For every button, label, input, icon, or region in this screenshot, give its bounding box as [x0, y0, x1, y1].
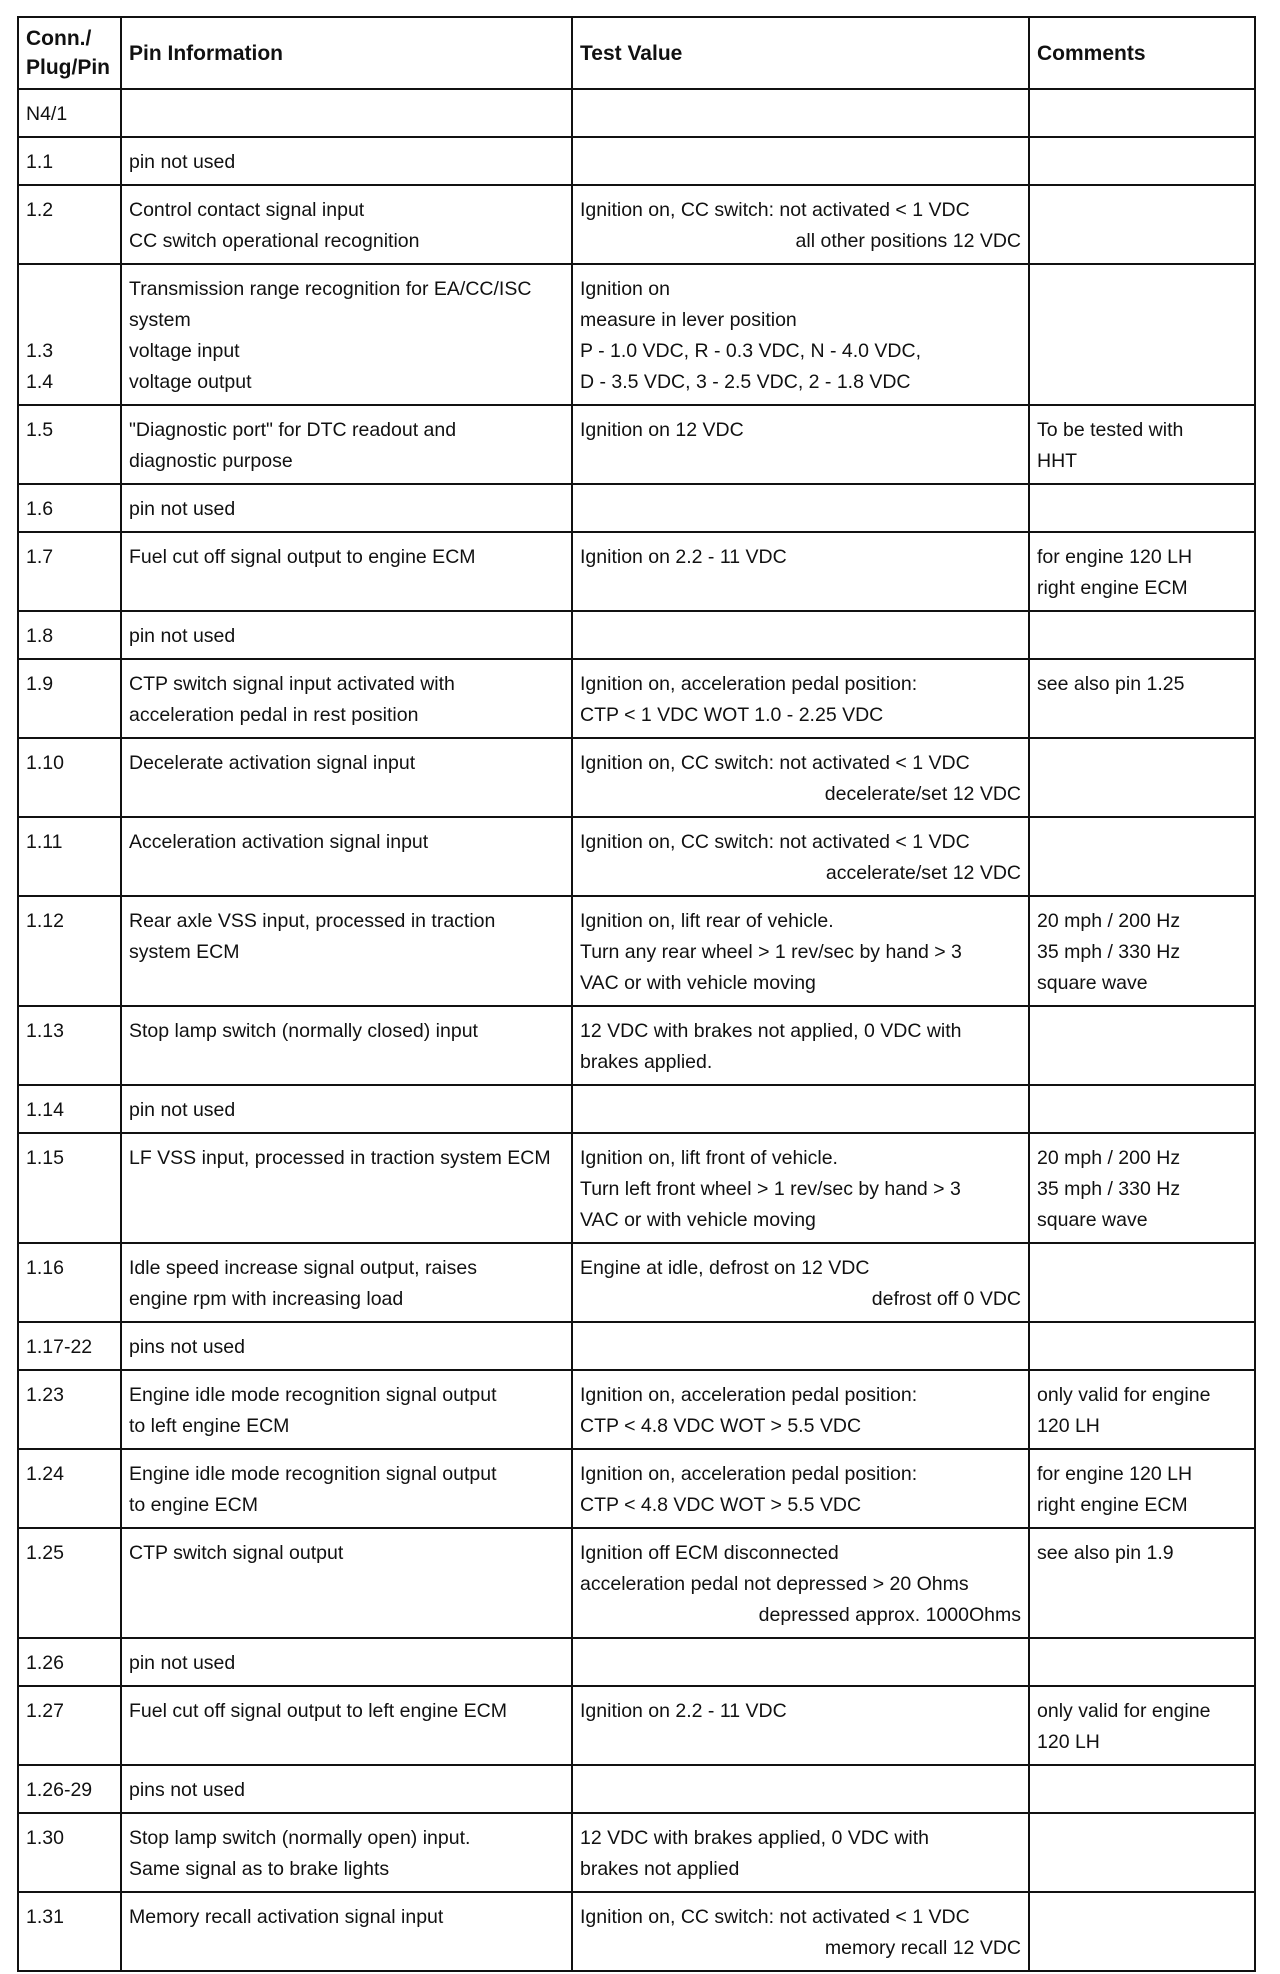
- pin-info-cell-line: CTP switch signal output: [129, 1542, 344, 1564]
- test-value-cell: [572, 1006, 1029, 1085]
- pin-info-cell-line: pin not used: [129, 1099, 236, 1121]
- comments-cell-line: 20 mph / 200 Hz: [1037, 910, 1181, 932]
- test-value-cell: [572, 1243, 1029, 1322]
- pin-cell: [18, 1085, 121, 1133]
- test-value-cell-line: VAC or with vehicle moving: [580, 1209, 816, 1231]
- test-value-cell-line: Ignition on, acceleration pedal position:: [580, 673, 918, 695]
- header-row: [18, 17, 1255, 89]
- table-row: [18, 1765, 1255, 1813]
- comments-cell: [1029, 264, 1255, 405]
- comments-cell-line: square wave: [1037, 972, 1148, 994]
- comments-cell-line: 35 mph / 330 Hz: [1037, 941, 1181, 963]
- pin-info-cell-line: "Diagnostic port" for DTC readout and: [129, 419, 457, 441]
- pin-info-cell-line: Engine idle mode recognition signal output: [129, 1463, 497, 1485]
- comments-cell: [1029, 532, 1255, 611]
- pin-info-cell-line: pins not used: [129, 1779, 246, 1801]
- test-value-cell-line: decelerate/set 12 VDC: [824, 783, 1021, 805]
- pin-info-cell-line: Stop lamp switch (normally open) input.: [129, 1827, 471, 1849]
- pin-info-cell-line: Transmission range recognition for EA/CC/ISC: [129, 278, 532, 300]
- comments-cell-line: right engine ECM: [1037, 1494, 1188, 1516]
- pin-cell-line: 1.6: [26, 498, 54, 520]
- test-value-cell: [572, 532, 1029, 611]
- table-row: [18, 1638, 1255, 1686]
- test-value-cell-line: Ignition on, lift rear of vehicle.: [580, 910, 834, 932]
- pin-info-cell-line: Fuel cut off signal output to engine ECM: [129, 546, 476, 568]
- pin-cell-line: 1.10: [26, 752, 64, 774]
- test-value-cell: [572, 1686, 1029, 1765]
- pin-info-cell: [121, 1243, 572, 1322]
- comments-cell: [1029, 1243, 1255, 1322]
- pin-cell-line: 1.9: [26, 673, 54, 695]
- pin-info-cell: [121, 264, 572, 405]
- pin-cell-line: [26, 305, 113, 336]
- pin-cell: [18, 1638, 121, 1686]
- comments-cell: [1029, 1133, 1255, 1243]
- pin-cell-line: 1.16: [26, 1257, 64, 1279]
- test-value-cell: [572, 1528, 1029, 1638]
- test-value-cell: [572, 1133, 1029, 1243]
- comments-cell-line: see also pin 1.9: [1037, 1542, 1174, 1564]
- comments-cell: [1029, 1006, 1255, 1085]
- comments-cell: [1029, 1085, 1255, 1133]
- pin-cell: [18, 659, 121, 738]
- table-row: [18, 405, 1255, 484]
- pin-info-cell: [121, 896, 572, 1006]
- table-row: [18, 185, 1255, 264]
- pin-cell: [18, 185, 121, 264]
- test-value-cell: [572, 817, 1029, 896]
- pin-info-cell: [121, 1085, 572, 1133]
- comments-cell: [1029, 1449, 1255, 1528]
- table-row: [18, 1892, 1255, 1971]
- pin-info-cell: [121, 405, 572, 484]
- pin-cell: [18, 264, 121, 405]
- test-value-cell: [572, 185, 1029, 264]
- test-value-cell: [572, 1638, 1029, 1686]
- pin-cell-line: 1.11: [26, 831, 63, 853]
- table-row: [18, 1686, 1255, 1765]
- test-value-cell: [572, 1765, 1029, 1813]
- comments-cell: [1029, 484, 1255, 532]
- pin-cell-line: [26, 274, 113, 305]
- pin-cell-line: 1.1: [26, 151, 54, 173]
- pin-cell-line: 1.26-29: [26, 1779, 93, 1801]
- test-value-cell-line: measure in lever position: [580, 309, 797, 331]
- pin-cell: [18, 1133, 121, 1243]
- test-value-cell-line: Ignition on, CC switch: not activated < 1 VDC: [580, 752, 970, 774]
- comments-cell: [1029, 611, 1255, 659]
- pin-info-cell: [121, 185, 572, 264]
- test-value-cell: [572, 264, 1029, 405]
- table-row: [18, 1449, 1255, 1528]
- test-value-cell-line: Turn any rear wheel > 1 rev/sec by hand > 3: [580, 941, 962, 963]
- comments-cell: [1029, 1322, 1255, 1370]
- pin-cell: [18, 738, 121, 817]
- test-value-cell-line: 12 VDC with brakes not applied, 0 VDC with: [580, 1020, 962, 1042]
- pin-cell-line: 1.31: [26, 1906, 64, 1928]
- pin-cell-line: 1.24: [26, 1463, 64, 1485]
- pin-info-cell-line: Decelerate activation signal input: [129, 752, 416, 774]
- table-row: [18, 89, 1255, 137]
- pin-info-cell-line: Acceleration activation signal input: [129, 831, 429, 853]
- pin-cell: [18, 1528, 121, 1638]
- pin-cell: [18, 1322, 121, 1370]
- test-value-cell-line: Ignition on: [580, 278, 670, 300]
- pin-info-cell: [121, 659, 572, 738]
- pin-cell-line: 1.23: [26, 1384, 64, 1406]
- pin-info-cell: [121, 484, 572, 532]
- pin-info-cell-line: CC switch operational recognition: [129, 230, 420, 252]
- pin-info-cell: [121, 738, 572, 817]
- test-value-cell-line: brakes applied.: [580, 1051, 713, 1073]
- test-value-cell: [572, 89, 1029, 137]
- pin-cell-line: 1.5: [26, 419, 54, 441]
- test-value-cell-line: defrost off 0 VDC: [871, 1288, 1021, 1310]
- pin-cell: [18, 405, 121, 484]
- comments-cell: [1029, 405, 1255, 484]
- test-value-cell-line: CTP < 1 VDC WOT 1.0 - 2.25 VDC: [580, 704, 884, 726]
- pin-cell: [18, 1243, 121, 1322]
- comments-cell-line: right engine ECM: [1037, 577, 1188, 599]
- test-value-cell-line: memory recall 12 VDC: [824, 1937, 1021, 1959]
- pin-cell: [18, 137, 121, 185]
- pin-cell-line: 1.14: [26, 1099, 64, 1121]
- test-value-cell-line: Ignition on, acceleration pedal position:: [580, 1384, 918, 1406]
- comments-cell: [1029, 738, 1255, 817]
- pin-cell-line: 1.2: [26, 199, 54, 221]
- table-row: [18, 1006, 1255, 1085]
- comments-cell: [1029, 185, 1255, 264]
- pin-info-cell: [121, 1528, 572, 1638]
- pin-info-cell-line: pin not used: [129, 498, 236, 520]
- test-value-cell: [572, 137, 1029, 185]
- pin-info-cell-line: Rear axle VSS input, processed in traction: [129, 910, 496, 932]
- table-row: [18, 1133, 1255, 1243]
- test-value-cell-line: P - 1.0 VDC, R - 0.3 VDC, N - 4.0 VDC,: [580, 340, 921, 362]
- test-value-cell-line: acceleration pedal not depressed > 20 Ohms: [580, 1573, 969, 1595]
- pin-info-cell-line: system: [129, 309, 191, 331]
- comments-cell-line: 120 LH: [1037, 1415, 1100, 1437]
- table-row: [18, 611, 1255, 659]
- pin-info-cell-line: to engine ECM: [129, 1494, 258, 1516]
- table-row: [18, 137, 1255, 185]
- pin-info-cell: [121, 611, 572, 659]
- pin-info-cell-line: Same signal as to brake lights: [129, 1858, 390, 1880]
- test-value-cell-line: Turn left front wheel > 1 rev/sec by hand > 3: [580, 1178, 961, 1200]
- test-value-cell: [572, 1892, 1029, 1971]
- test-value-cell-line: Ignition on, CC switch: not activated < 1 VDC: [580, 831, 970, 853]
- pin-cell: [18, 817, 121, 896]
- test-value-cell-line: Ignition on, lift front of vehicle.: [580, 1147, 838, 1169]
- table-row: [18, 738, 1255, 817]
- pin-info-cell: [121, 817, 572, 896]
- pin-info-cell-line: pin not used: [129, 151, 236, 173]
- pin-info-cell-line: diagnostic purpose: [129, 450, 293, 472]
- test-value-cell: [572, 659, 1029, 738]
- pin-info-cell-line: to left engine ECM: [129, 1415, 290, 1437]
- test-value-cell: [572, 1085, 1029, 1133]
- pin-cell-line: 1.7: [26, 546, 54, 568]
- pin-cell-line: 1.27: [26, 1700, 64, 1722]
- test-value-cell: [572, 1370, 1029, 1449]
- table-row: [18, 659, 1255, 738]
- pin-cell: [18, 89, 121, 137]
- header-pin-information: Pin Information: [121, 17, 572, 89]
- pin-info-cell-line: pin not used: [129, 1652, 236, 1674]
- pin-cell: [18, 484, 121, 532]
- header-conn-plug-pin: Conn./ Plug/Pin: [18, 17, 121, 89]
- test-value-cell-line: Ignition on 12 VDC: [580, 419, 744, 441]
- pin-cell: [18, 1006, 121, 1085]
- pin-info-cell-line: pin not used: [129, 625, 236, 647]
- table-row: [18, 1322, 1255, 1370]
- test-value-cell: [572, 896, 1029, 1006]
- test-value-cell: [572, 484, 1029, 532]
- table-row: [18, 817, 1255, 896]
- pin-cell: [18, 1449, 121, 1528]
- pin-info-cell-line: pins not used: [129, 1336, 246, 1358]
- pin-info-cell: [121, 1322, 572, 1370]
- pin-info-cell: [121, 1765, 572, 1813]
- pin-test-table: [17, 16, 1256, 1972]
- comments-cell: [1029, 817, 1255, 896]
- pin-cell: [18, 611, 121, 659]
- pin-cell-line: 1.25: [26, 1542, 64, 1564]
- pin-cell-line: 1.8: [26, 625, 54, 647]
- pin-info-cell-line: engine rpm with increasing load: [129, 1288, 404, 1310]
- test-value-cell: [572, 611, 1029, 659]
- header-test-value: Test Value: [572, 17, 1029, 89]
- test-value-cell-line: Ignition on, acceleration pedal position:: [580, 1463, 918, 1485]
- pin-cell: [18, 1892, 121, 1971]
- pin-info-cell: [121, 1370, 572, 1449]
- pin-info-cell: [121, 89, 572, 137]
- pin-cell-line: N4/1: [26, 103, 68, 125]
- pin-info-cell: [121, 1686, 572, 1765]
- pin-cell: [18, 896, 121, 1006]
- pin-info-cell: [121, 1449, 572, 1528]
- table-row: [18, 1528, 1255, 1638]
- pin-info-cell: [121, 137, 572, 185]
- pin-cell: [18, 532, 121, 611]
- pin-info-cell: [121, 1892, 572, 1971]
- table-row: [18, 484, 1255, 532]
- pin-info-cell-line: Engine idle mode recognition signal output: [129, 1384, 497, 1406]
- comments-cell: [1029, 1686, 1255, 1765]
- comments-cell-line: 20 mph / 200 Hz: [1037, 1147, 1181, 1169]
- pin-info-cell-line: Control contact signal input: [129, 199, 365, 221]
- pin-cell-line: 1.26: [26, 1652, 64, 1674]
- comments-cell: [1029, 1638, 1255, 1686]
- comments-cell: [1029, 1528, 1255, 1638]
- test-value-cell-line: all other positions 12 VDC: [795, 230, 1021, 252]
- table-row: [18, 264, 1255, 405]
- comments-cell-line: To be tested with: [1037, 419, 1184, 441]
- table-row: [18, 1813, 1255, 1892]
- pin-info-cell-line: Stop lamp switch (normally closed) input: [129, 1020, 478, 1042]
- pin-info-cell-line: acceleration pedal in rest position: [129, 704, 419, 726]
- test-value-cell-line: CTP < 4.8 VDC WOT > 5.5 VDC: [580, 1415, 862, 1437]
- pin-cell: [18, 1813, 121, 1892]
- table-row: [18, 1370, 1255, 1449]
- comments-cell-line: 120 LH: [1037, 1731, 1100, 1753]
- comments-cell-line: for engine 120 LH: [1037, 1463, 1193, 1485]
- comments-cell: [1029, 1813, 1255, 1892]
- pin-cell: [18, 1686, 121, 1765]
- comments-cell-line: only valid for engine: [1037, 1384, 1211, 1406]
- comments-cell-line: for engine 120 LH: [1037, 546, 1193, 568]
- pin-cell-line: 1.4: [26, 371, 54, 393]
- pin-cell-line: 1.3: [26, 340, 54, 362]
- test-value-cell-line: Ignition on 2.2 - 11 VDC: [580, 546, 787, 568]
- comments-cell-line: only valid for engine: [1037, 1700, 1211, 1722]
- test-value-cell-line: Ignition on, CC switch: not activated < 1 VDC: [580, 1906, 970, 1928]
- test-value-cell: [572, 1813, 1029, 1892]
- comments-cell-line: 35 mph / 330 Hz: [1037, 1178, 1181, 1200]
- test-value-cell-line: 12 VDC with brakes applied, 0 VDC with: [580, 1827, 929, 1849]
- test-value-cell-line: Ignition off ECM disconnected: [580, 1542, 839, 1564]
- test-value-cell: [572, 1449, 1029, 1528]
- test-value-cell-line: VAC or with vehicle moving: [580, 972, 816, 994]
- test-value-cell-line: D - 3.5 VDC, 3 - 2.5 VDC, 2 - 1.8 VDC: [580, 371, 911, 393]
- test-value-cell: [572, 1322, 1029, 1370]
- table-row: [18, 896, 1255, 1006]
- pin-info-cell: [121, 1133, 572, 1243]
- comments-cell: [1029, 1370, 1255, 1449]
- pin-info-cell-line: LF VSS input, processed in traction system ECM: [129, 1147, 551, 1169]
- comments-cell-line: square wave: [1037, 1209, 1148, 1231]
- pin-cell-line: 1.13: [26, 1020, 64, 1042]
- pin-info-cell: [121, 1638, 572, 1686]
- pin-cell: [18, 1370, 121, 1449]
- comments-cell: [1029, 896, 1255, 1006]
- pin-cell-line: 1.30: [26, 1827, 64, 1849]
- comments-cell-line: HHT: [1037, 450, 1078, 472]
- pin-info-cell-line: voltage input: [129, 340, 240, 362]
- pin-info-cell-line: system ECM: [129, 941, 240, 963]
- pin-info-cell-line: voltage output: [129, 371, 252, 393]
- pin-cell: [18, 1765, 121, 1813]
- test-value-cell: [572, 738, 1029, 817]
- comments-cell: [1029, 659, 1255, 738]
- test-value-cell: [572, 405, 1029, 484]
- comments-cell-line: see also pin 1.25: [1037, 673, 1185, 695]
- test-value-cell-line: accelerate/set 12 VDC: [825, 862, 1021, 884]
- pin-cell-line: 1.15: [26, 1147, 64, 1169]
- test-value-cell-line: depressed approx. 1000Ohms: [758, 1604, 1021, 1626]
- pin-info-cell-line: CTP switch signal input activated with: [129, 673, 455, 695]
- header-comments: Comments: [1029, 17, 1255, 89]
- comments-cell: [1029, 1892, 1255, 1971]
- table-row: [18, 532, 1255, 611]
- table-row: [18, 1243, 1255, 1322]
- table-row: [18, 1085, 1255, 1133]
- test-value-cell-line: Engine at idle, defrost on 12 VDC: [580, 1257, 870, 1279]
- pin-info-cell-line: Memory recall activation signal input: [129, 1906, 444, 1928]
- test-value-cell-line: Ignition on 2.2 - 11 VDC: [580, 1700, 787, 1722]
- test-value-cell-line: brakes not applied: [580, 1858, 740, 1880]
- test-value-cell-line: CTP < 4.8 VDC WOT > 5.5 VDC: [580, 1494, 862, 1516]
- comments-cell: [1029, 137, 1255, 185]
- pin-info-cell: [121, 1006, 572, 1085]
- pin-cell-line: 1.12: [26, 910, 64, 932]
- test-value-cell-line: Ignition on, CC switch: not activated < 1 VDC: [580, 199, 970, 221]
- pin-info-cell-line: Idle speed increase signal output, raises: [129, 1257, 477, 1279]
- pin-info-cell-line: Fuel cut off signal output to left engine ECM: [129, 1700, 507, 1722]
- pin-info-cell: [121, 532, 572, 611]
- pin-info-cell: [121, 1813, 572, 1892]
- comments-cell: [1029, 89, 1255, 137]
- pin-cell-line: 1.17-22: [26, 1336, 93, 1358]
- comments-cell: [1029, 1765, 1255, 1813]
